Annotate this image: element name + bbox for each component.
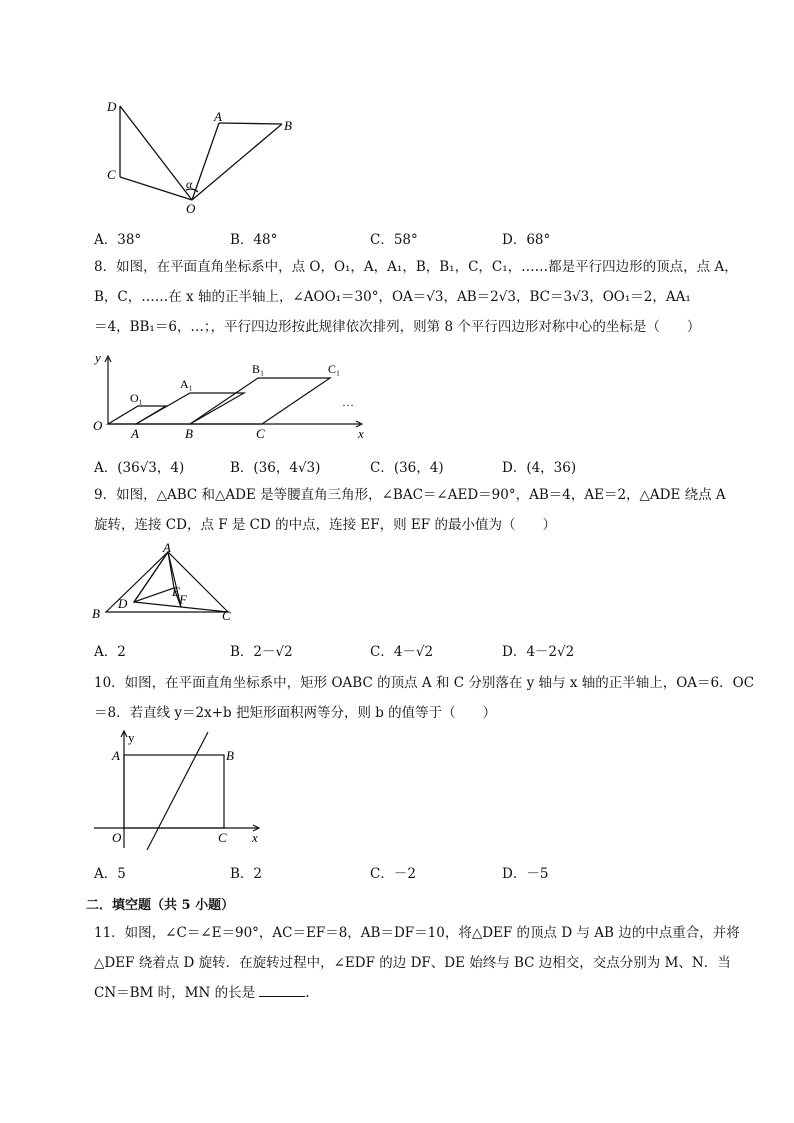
label-C: C: [218, 830, 227, 845]
q8-line-1: 8．如图，在平面直角坐标系中，点 O，O₁，A，A₁，B，B₁，C，C₁，……都是平行四边形的顶点，点 A，: [94, 259, 738, 275]
label-A: A: [163, 540, 171, 555]
q9-line-2: 旋转，连接 CD，点 F 是 CD 的中点，连接 EF，则 EF 的最小值为（ ）: [94, 517, 556, 533]
q7-option-b[interactable]: B．48°: [230, 232, 278, 248]
segment-AB: [219, 123, 282, 124]
figure-q9: [88, 540, 248, 626]
label-y: y: [95, 350, 101, 365]
label-B: B: [226, 748, 234, 763]
label-C1: C₁: [328, 362, 341, 376]
label-A1: A₁: [180, 377, 193, 391]
line-y-2x-b: [147, 732, 208, 850]
label-B1: B₁: [252, 362, 265, 376]
q11-line-3-text: CN＝BM 时，MN 的长是: [94, 985, 256, 1001]
q10-option-d[interactable]: D．－5: [502, 866, 549, 882]
q9-option-c[interactable]: C．4－√2: [370, 644, 434, 660]
q10-option-a[interactable]: A．5: [94, 866, 126, 882]
label-E: E: [172, 584, 180, 599]
q9-option-d[interactable]: D．4－2√2: [502, 644, 575, 660]
q10-option-c[interactable]: C．－2: [370, 866, 416, 882]
q11-line-3-end: .: [305, 985, 310, 1001]
label-x: x: [358, 426, 364, 441]
label-D: D: [118, 596, 128, 611]
segment-AD: [134, 552, 168, 602]
label-B: B: [185, 426, 193, 441]
label-A: A: [214, 109, 222, 124]
label-A: A: [112, 748, 120, 763]
label-D: D: [107, 99, 117, 114]
q11-line-3: [94, 984, 310, 1002]
parallelogram-3: [190, 378, 330, 424]
section-heading-fill-in: 二．填空题（共 5 小题）: [86, 898, 235, 913]
label-B: B: [92, 606, 100, 621]
parallelogram-1: [108, 406, 166, 424]
label-C: C: [256, 426, 265, 441]
q8-option-b[interactable]: B．(36，4√3): [230, 460, 321, 476]
q8-option-c[interactable]: C．(36，4): [370, 460, 444, 476]
q9-option-b[interactable]: B．2－√2: [230, 644, 293, 660]
q10-line-1: 10．如图，在平面直角坐标系中，矩形 OABC 的顶点 A 和 C 分别落在 y 轴与 x 轴的正半轴上，OA＝6．OC: [94, 675, 755, 691]
q8-option-a[interactable]: A．(36√3，4): [94, 460, 185, 476]
segment-DO: [120, 106, 192, 200]
q10-line-2: ＝8．若直线 y＝2x+b 把矩形面积两等分，则 b 的值等于（ ）: [94, 705, 497, 721]
segment-CO: [120, 177, 192, 200]
q8-line-2: B，C，……在 x 轴的正半轴上，∠AOO₁＝30°，OA＝√3，AB＝2√3，BC＝3√3，OO₁＝2，AA₁: [94, 289, 691, 305]
rectangle-OABC: [124, 755, 224, 828]
q8-line-3: ＝4，BB₁＝6，…；，平行四边形按此规律依次排列，则第 8 个平行四边形对称中心的坐标是（ ）: [94, 319, 701, 335]
triangle-ADE: [134, 552, 174, 602]
q7-option-d[interactable]: D．68°: [502, 232, 551, 248]
label-dots: …: [342, 395, 354, 409]
parallelogram-2: [136, 393, 244, 424]
q7-option-a[interactable]: A．38°: [94, 232, 142, 248]
q7-option-c[interactable]: C．58°: [370, 232, 418, 248]
label-C: C: [107, 167, 116, 182]
figure-q7: [100, 96, 300, 218]
label-F: F: [179, 592, 187, 607]
label-alpha: α: [186, 177, 193, 191]
label-x: x: [252, 830, 258, 845]
q11-line-2: △DEF 绕着点 D 旋转．在旋转过程中，∠EDF 的边 DF、DE 始终与 BC 边相交，交点分别为 M、N．当: [94, 955, 731, 971]
label-B: B: [284, 118, 292, 133]
figure-q10: [92, 728, 272, 854]
figure-q8: [90, 348, 380, 444]
q11-line-1: 11．如图，∠C＝∠E＝90°，AC＝EF＝8，AB＝DF＝10，将△DEF 的顶点 D 与 AB 边的中点重合，并将: [94, 925, 740, 941]
label-A: A: [131, 426, 139, 441]
q9-option-a[interactable]: A．2: [94, 644, 126, 660]
label-O1: O₁: [130, 391, 143, 405]
label-y: y: [128, 730, 135, 745]
q9-line-1: 9．如图，△ABC 和△ADE 是等腰直角三角形，∠BAC＝∠AED＝90°，AB＝4，AE＝2，△ADE 绕点 A: [94, 487, 726, 503]
q10-option-b[interactable]: B．2: [230, 866, 263, 882]
label-C: C: [222, 608, 231, 623]
q8-option-d[interactable]: D．(4，36): [502, 460, 577, 476]
q11-answer-blank[interactable]: [259, 984, 305, 997]
label-O: O: [186, 201, 196, 216]
label-O: O: [112, 830, 122, 845]
label-O: O: [93, 418, 103, 433]
